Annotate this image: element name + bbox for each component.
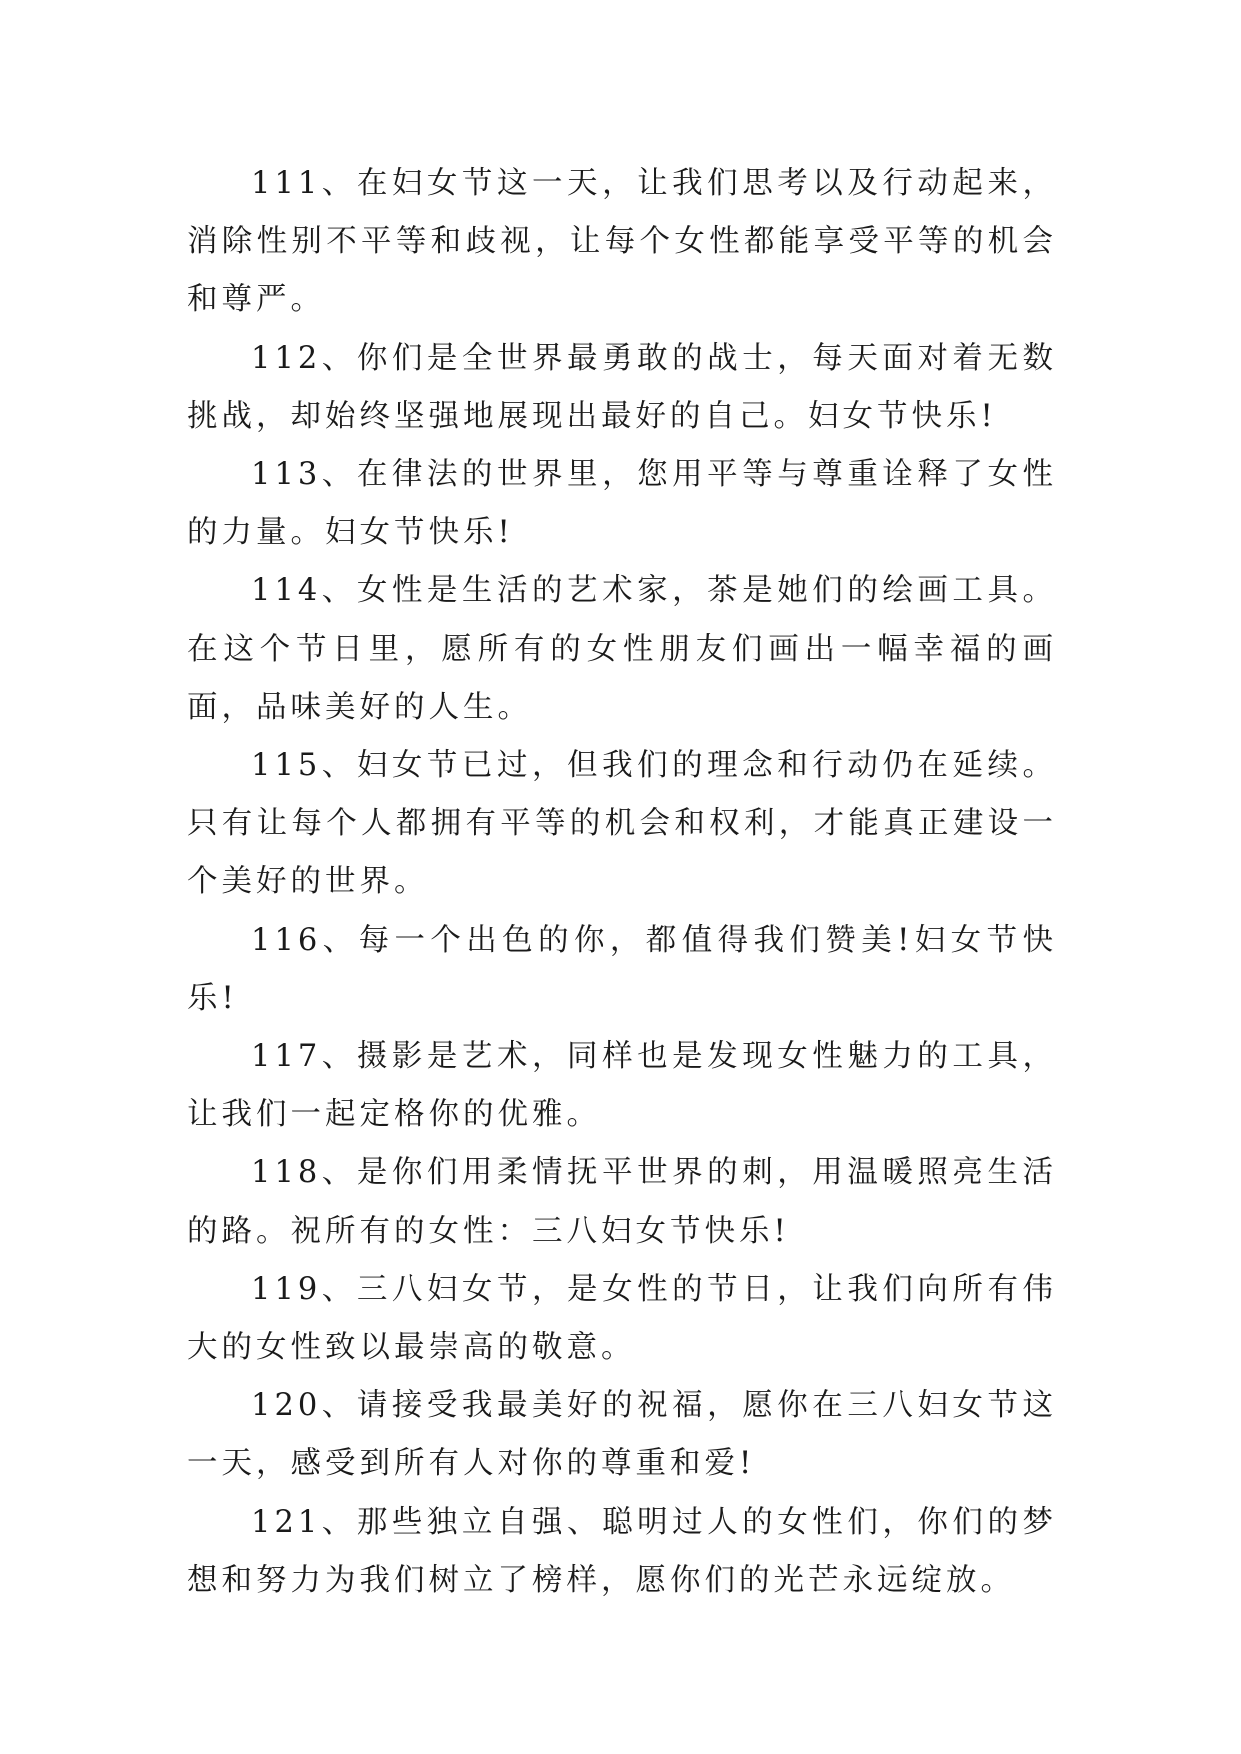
paragraph-118: 118、是你们用柔情抚平世界的刺，用温暖照亮生活的路。祝所有的女性：三八妇女节快乐! bbox=[187, 1155, 1057, 1249]
paragraph-114: 114、女性是生活的艺术家，茶是她们的绘画工具。在这个节日里，愿所有的女性朋友们画出一幅幸福的画面，品味美好的人生。 bbox=[187, 573, 1057, 725]
paragraph-116: 116、每一个出色的你，都值得我们赞美!妇女节快乐! bbox=[187, 922, 1057, 1016]
paragraph-119: 119、三八妇女节，是女性的节日，让我们向所有伟大的女性致以最崇高的敬意。 bbox=[187, 1271, 1057, 1366]
document-body bbox=[187, 155, 1057, 1610]
paragraph-120: 120、请接受我最美好的祝福，愿你在三八妇女节这一天，感受到所有人对你的尊重和爱! bbox=[187, 1388, 1057, 1482]
paragraph-115: 115、妇女节已过，但我们的理念和行动仍在延续。只有让每个人都拥有平等的机会和权利，才能真正建设一个美好的世界。 bbox=[187, 748, 1057, 900]
paragraph-117: 117、摄影是艺术，同样也是发现女性魅力的工具，让我们一起定格你的优雅。 bbox=[187, 1039, 1057, 1133]
paragraph-112: 112、你们是全世界最勇敢的战士，每天面对着无数挑战，却始终坚强地展现出最好的自己。妇女节快乐! bbox=[187, 340, 1057, 434]
paragraph-111: 111、在妇女节这一天，让我们思考以及行动起来，消除性别不平等和歧视，让每个女性都能享受平等的机会和尊严。 bbox=[187, 166, 1057, 318]
paragraph-113: 113、在律法的世界里，您用平等与尊重诠释了女性的力量。妇女节快乐! bbox=[187, 457, 1057, 551]
paragraph-121: 121、那些独立自强、聪明过人的女性们，你们的梦想和努力为我们树立了榜样，愿你们的光芒永远绽放。 bbox=[187, 1504, 1057, 1598]
